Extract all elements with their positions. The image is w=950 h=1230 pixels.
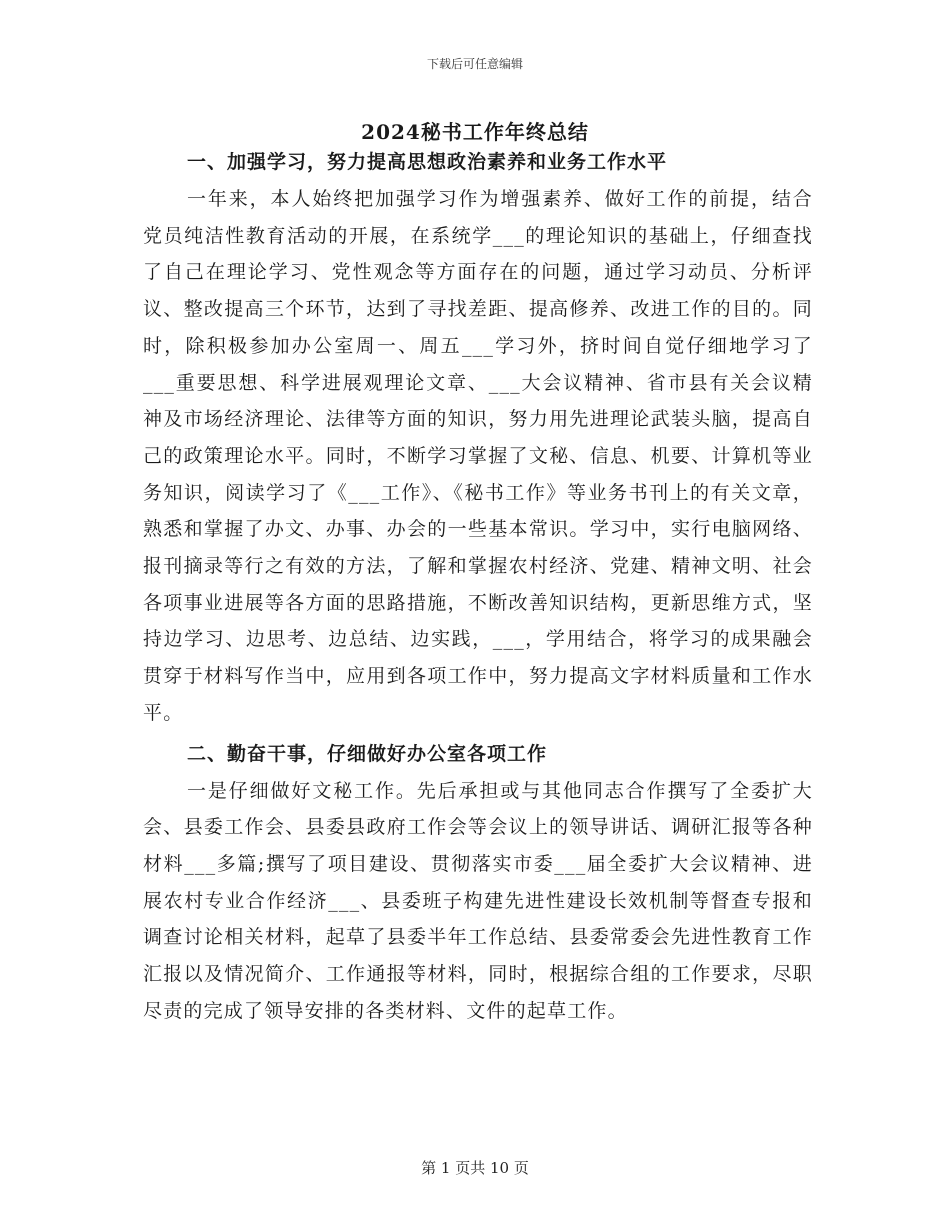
- header-note: 下载后可任意编辑: [426, 57, 523, 71]
- section-2-heading: 二、勤奋干事，仔细做好办公室各项工作: [187, 742, 548, 765]
- document-body: [143, 144, 813, 1029]
- page-footer: 第 1 页共 10 页: [421, 1159, 529, 1177]
- document-title: 2024秘书工作年终总结: [361, 120, 589, 144]
- section-1-heading: 一、加强学习，努力提高思想政治素养和业务工作水平: [187, 151, 668, 173]
- section-1-paragraph: 一年来，本人始终把加强学习作为增强素养、做好工作的前提，结合党员纯洁性教育活动的开展，在系统学___的理论知识的基础上，仔细查找了自己在理论学习、党性观念等方面存在的问题，通过学习动员、分析评议、整改提高三个环节，达到了寻找差距、提高修养、改进工作的目的。同时，除积极参加办公室周一、周五___学习外，挤时间自觉仔细地学习了___重要思想、科学进展观理论文章、___大会议精神、省市县有关会议精神及市场经济理论、法律等方面的知识，努力用先进理论武装头脑，提高自己的政策理论水平。同时，不断学习掌握了文秘、信息、机要、计算机等业务知识，阅读学习了《___工作》、《秘书工作》等业务书刊上的有关文章，熟悉和掌握了办文、办事、办会的一些基本常识。学习中，实行电脑网络、报刊摘录等行之有效的方法，了解和掌握农村经济、党建、精神文明、社会各项事业进展等各方面的思路措施，不断改善知识结构，更新思维方式，坚持边学习、边思考、边总结、边实践，___，学用结合，将学习的成果融会贯穿于材料写作当中，应用到各项工作中，努力提高文字材料质量和工作水平。: [143, 188, 813, 724]
- section-2-paragraph: 一是仔细做好文秘工作。先后承担或与其他同志合作撰写了全委扩大会、县委工作会、县委县政府工作会等会议上的领导讲话、调研汇报等各种材料___多篇;撰写了项目建设、贯彻落实市委___届全委扩大会议精神、进展农村专业合作经济___、县委班子构建先进性建设长效机制等督查专报和调查讨论相关材料，起草了县委半年工作总结、县委常委会先进性教育工作汇报以及情况简介、工作通报等材料，同时，根据综合组的工作要求，尽职尽责的完成了领导安排的各类材料、文件的起草工作。: [143, 779, 813, 1022]
